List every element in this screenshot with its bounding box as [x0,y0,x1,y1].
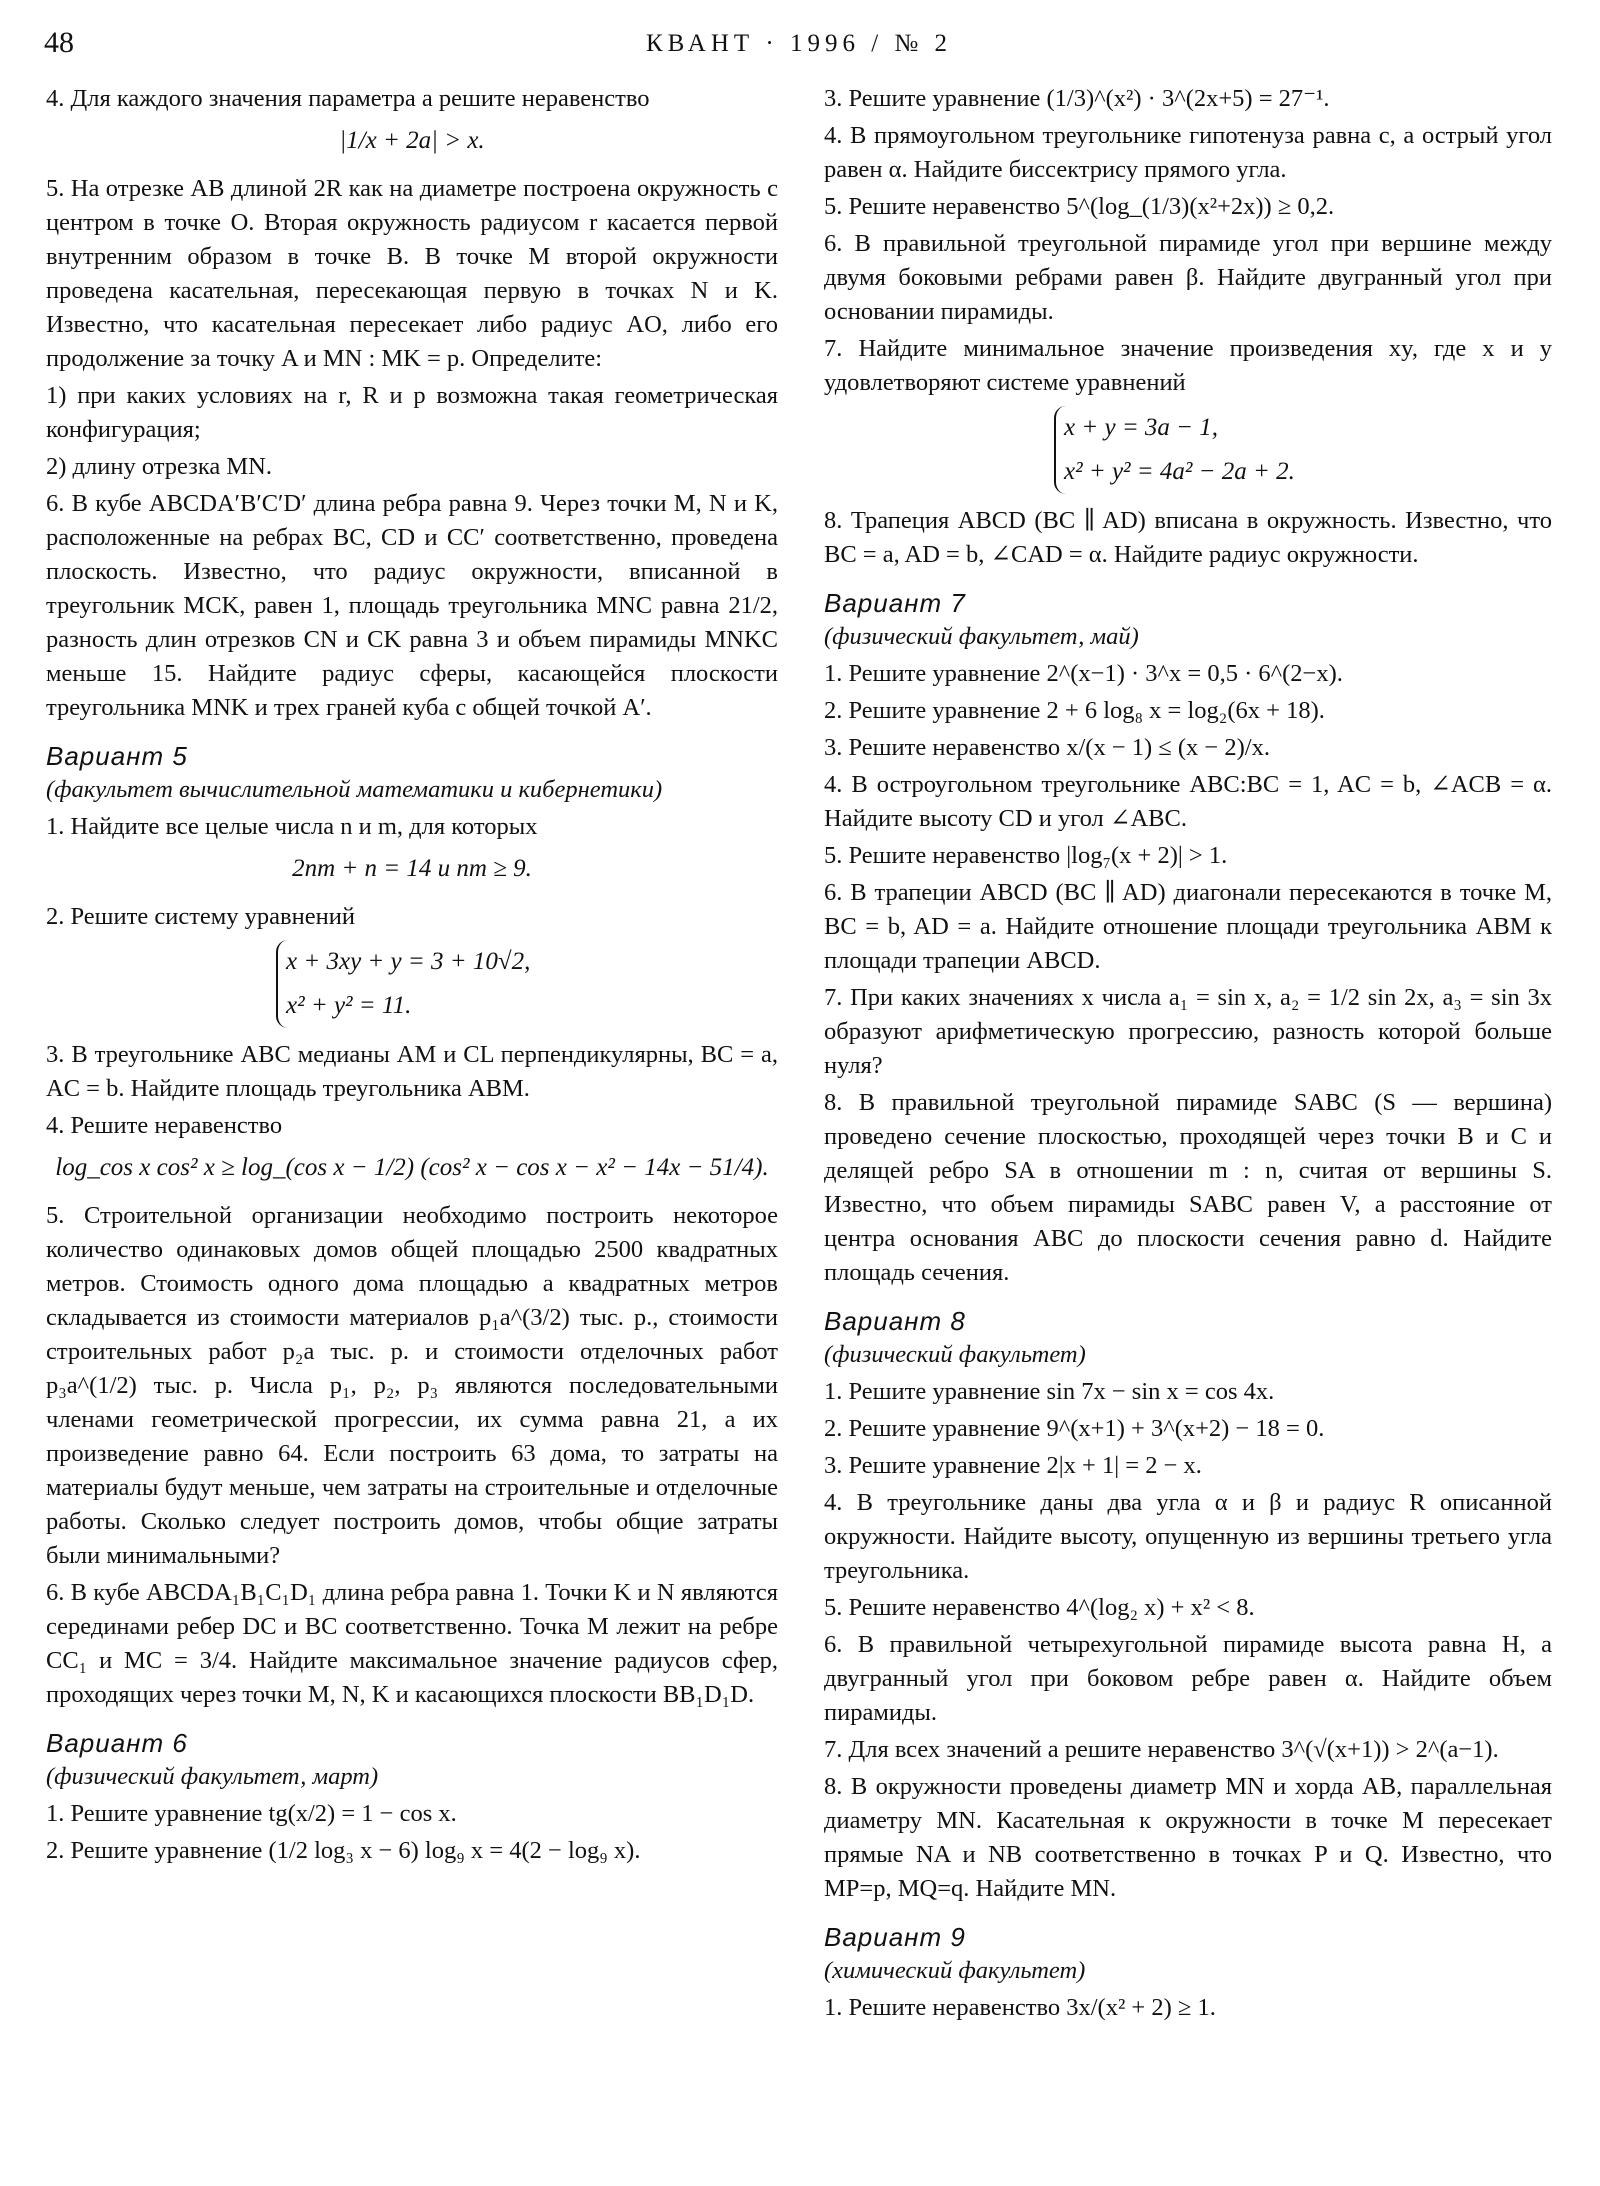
variant-6-subtitle: (физический факультет, март) [46,1763,379,1790]
v8-problem-5: 5. Решите неравенство 4^(log₂ x) + x² < 8. [824,1594,1255,1621]
problem-6: 6. В кубе ABCDA′B′C′D′ длина ребра равна 9. Через точки M, N и K, расположенные на ребрах BC, CD и CC′ соответственно, проведена плоскость. Известно, что радиус окружности, вписанной в треугольник MCK, равен 1, площадь треугольника MNC равна 21/2, разность длин отрезков CN и CK равна 3 и объем пирамиды MNKC меньше 15. Найдите радиус сферы, касающейся плоскости треугольника MNK и трех граней куба с общей точкой A′. [46,490,778,721]
v6-problem-2: 2. Решите уравнение (1/2 log₃ x − 6) log₉ x = 4(2 − log₉ x). [46,1837,641,1864]
v7-problem-8: 8. В правильной треугольной пирамиде SABC (S — вершина) проведено сечение плоскостью, проходящей через точки B и C и делящей ребро SA в отношении m : n, считая от вершины S. Известно, что объем пирамиды SABC равен V, а расстояние от центра основания ABC до плоскости сечения равно d. Найдите площадь сечения. [824,1089,1552,1286]
v8-problem-4: 4. В треугольнике даны два угла α и β и радиус R описанной окружности. Найдите высоту, опущенную из вершины третьего угла треугольника. [824,1489,1552,1584]
system-eq-2: x² + y² = 4a² − 2a + 2. [1064,458,1295,485]
v7-problem-7: 7. При каких значениях x числа a₁ = sin x, a₂ = 1/2 sin 2x, a₃ = sin 3x образуют арифметическую прогрессию, разность которой больше нуля? [824,984,1552,1079]
variant-8-heading: Вариант 8 [824,1306,966,1336]
v5-problem-2: 2. Решите систему уравнений [46,903,355,930]
v7-problem-3: 3. Решите неравенство x/(x − 1) ≤ (x − 2)/x. [824,734,1270,761]
v7-problem-6: 6. В трапеции ABCD (BC ∥ AD) диагонали пересекаются в точке M, BC = b, AD = a. Найдите отношение площади треугольника ABM к площади трапеции ABCD. [824,879,1552,974]
page-number: 48 [44,26,74,59]
v7-problem-1: 1. Решите уравнение 2^(x−1) · 3^x = 0,5 · 6^(2−x). [824,660,1343,687]
v6-problem-4: 4. В прямоугольном треугольнике гипотенуза равна c, а острый угол равен α. Найдите биссектрису прямого угла. [824,122,1552,183]
v5-problem-2-system [46,940,778,1028]
v5-problem-3: 3. В треугольнике ABC медианы AM и CL перпендикулярны, BC = a, AC = b. Найдите площадь треугольника ABM. [46,1041,778,1102]
v6-problem-6: 6. В правильной треугольной пирамиде угол при вершине между двумя боковыми ребрами равен β. Найдите двугранный угол при основании пирамиды. [824,230,1552,325]
v5-problem-4: 4. Решите неравенство [46,1112,283,1139]
variant-5-subtitle: (факультет вычислительной математики и кибернетики) [46,776,663,803]
system-eq-1: x + 3xy + y = 3 + 10√2, [286,948,531,975]
variant-9-heading: Вариант 9 [824,1922,966,1952]
problem-5-part-2: 2) длину отрезка MN. [46,453,272,480]
v7-problem-4: 4. В остроугольном треугольнике ABC:BC = 1, AC = b, ∠ACB = α. Найдите высоту CD и угол ∠ABC. [824,771,1552,832]
v8-problem-6: 6. В правильной четырехугольной пирамиде высота равна H, а двугранный угол при боковом ребре равен α. Найдите объем пирамиды. [824,1631,1552,1726]
variant-7-subtitle: (физический факультет, май) [824,623,1139,650]
variant-7-heading: Вариант 7 [824,588,966,618]
right-column [824,82,1552,2028]
v6-problem-7: 7. Найдите минимальное значение произведения xy, где x и y удовлетворяют системе уравнений [824,335,1553,396]
v6-problem-7-system [824,406,1552,494]
v8-problem-2: 2. Решите уравнение 9^(x+1) + 3^(x+2) − 18 = 0. [824,1415,1325,1442]
v6-problem-1: 1. Решите уравнение tg(x/2) = 1 − cos x. [46,1800,457,1827]
journal-title: КВАНТ · 1996 / № 2 [645,30,953,57]
variant-8-subtitle: (физический факультет) [824,1341,1086,1368]
v8-problem-3: 3. Решите уравнение 2|x + 1| = 2 − x. [824,1452,1202,1479]
v7-problem-2: 2. Решите уравнение 2 + 6 log₈ x = log₂(6x + 18). [824,697,1325,724]
page-header [44,26,1554,66]
variant-6-heading: Вариант 6 [46,1728,188,1758]
problem-4-formula: |1/x + 2a| > x. [339,127,485,154]
problem-4: 4. Для каждого значения параметра a решите неравенство [46,85,650,112]
v8-problem-7: 7. Для всех значений a решите неравенство 3^(√(x+1)) > 2^(a−1). [824,1736,1499,1763]
system-eq-1: x + y = 3a − 1, [1064,414,1219,441]
v7-problem-5: 5. Решите неравенство |log₇(x + 2)| > 1. [824,842,1228,869]
system-brace [276,940,530,1028]
system-brace [1054,406,1295,494]
variant-9-subtitle: (химический факультет) [824,1957,1086,1984]
v5-problem-6: 6. В кубе ABCDA₁B₁C₁D₁ длина ребра равна 1. Точки K и N являются серединами ребер DC и BC соответственно. Точка M лежит на ребре CC₁ и MC = 3/4. Найдите максимальное значение радиусов сфер, проходящих через точки M, N, K и касающихся плоскости BB₁D₁D. [46,1579,778,1708]
variant-5-heading: Вариант 5 [46,741,188,771]
v5-problem-5: 5. Строительной организации необходимо построить некоторое количество одинаковых домов общей площадью 2500 квадратных метров. Стоимость одного дома площадью a квадратных метров складывается из стоимости материалов p₁a^(3/2) тыс. р., стоимости строительных работ p₂a тыс. р. и стоимости отделочных работ p₃a^(1/2) тыс. р. Числа p₁, p₂, p₃ являются последовательными членами геометрической прогрессии, их сумма равна 21, а их произведение равно 64. Если построить 63 дома, то затраты на материалы будут меньше, чем затраты на строительные и отделочные работы. Сколько следует построить домов, чтобы общие затраты были минимальными? [46,1202,778,1569]
problem-5: 5. На отрезке AB длиной 2R как на диаметре построена окружность с центром в точке O. Вторая окружность радиусом r касается первой внутренним образом в точке B. В точке M второй окружности проведена касательная, пересекающая первую в точках N и K. Известно, что касательная пересекает либо радиус AO, либо его продолжение за точку A и MN : MK = p. Определите: [46,175,778,372]
v6-problem-3: 3. Решите уравнение (1/3)^(x²) · 3^(2x+5) = 27⁻¹. [824,85,1330,112]
v5-problem-4-formula: log_cos x cos² x ≥ log_(cos x − 1/2) (cos² x − cos x − x² − 14x − 51/4). [55,1154,769,1181]
left-column [46,82,778,1871]
v5-problem-1-formula: 2nm + n = 14 и nm ≥ 9. [292,855,532,882]
system-eq-2: x² + y² = 11. [286,992,412,1019]
v8-problem-1: 1. Решите уравнение sin 7x − sin x = cos 4x. [824,1378,1275,1405]
v8-problem-8: 8. В окружности проведены диаметр MN и хорда AB, параллельная диаметру MN. Касательная к окружности в точке M пересекает прямые NA и NB соответственно в точках P и Q. Известно, что MP=p, MQ=q. Найдите MN. [824,1773,1552,1902]
v6-problem-5: 5. Решите неравенство 5^(log_(1/3)(x²+2x)) ≥ 0,2. [824,193,1335,220]
problem-5-part-1: 1) при каких условиях на r, R и p возможна такая геометрическая конфигурация; [46,382,778,443]
v9-problem-1: 1. Решите неравенство 3x/(x² + 2) ≥ 1. [824,1994,1216,2021]
v6-problem-8: 8. Трапеция ABCD (BC ∥ AD) вписана в окружность. Известно, что BC = a, AD = b, ∠CAD = α. Найдите радиус окружности. [824,507,1552,568]
v5-problem-1: 1. Найдите все целые числа n и m, для которых [46,813,538,840]
